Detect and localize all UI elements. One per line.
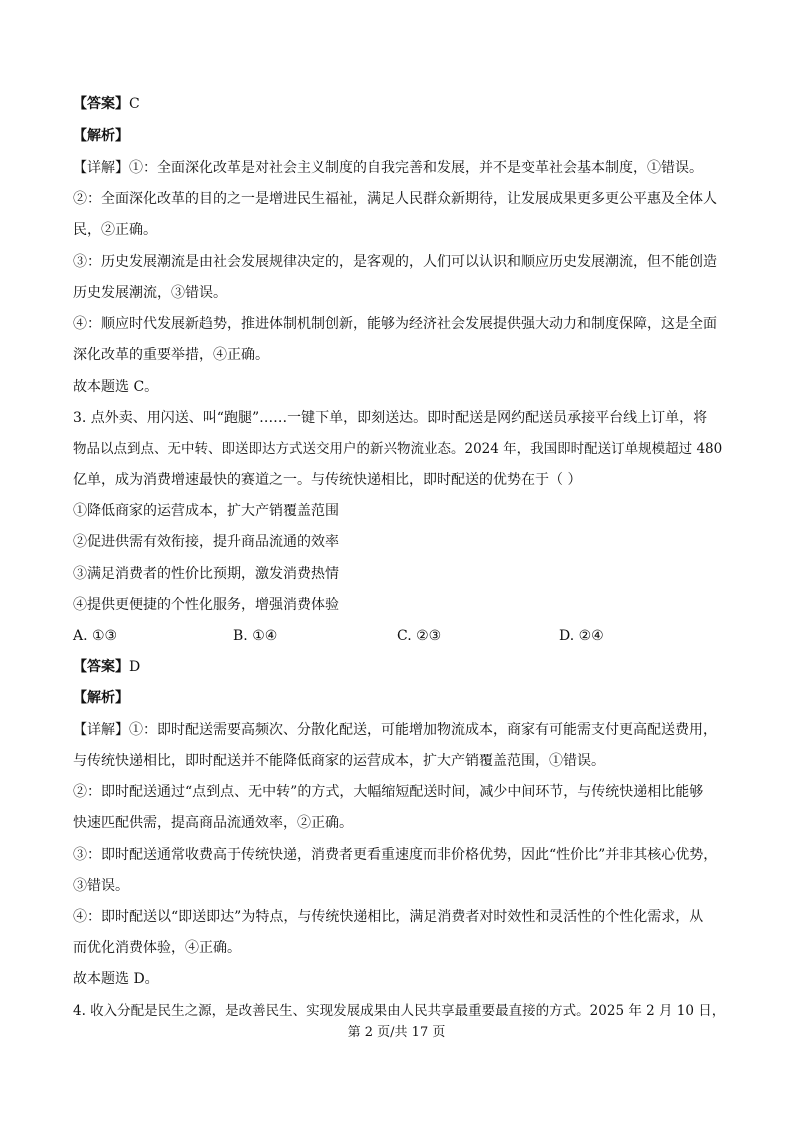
page-number: 第 2 页/共 17 页: [347, 1025, 446, 1040]
question-stem-line: 亿单，成为消费增速最快的赛道之一。与传统快递相比，即时配送的优势在于（ ）: [73, 472, 582, 488]
option-a: A. ①③: [73, 628, 118, 644]
question-stem-line: 3. 点外卖、用闪送、叫“跑腿”……一键下单，即刻送达。即时配送是网约配送员承接平台线上订单，将: [73, 410, 708, 426]
statement-item: ③满足消费者的性价比预期，激发消费热情: [73, 566, 339, 582]
answer-label: 【答案】: [73, 659, 129, 675]
conclusion-line: 故本题选 D。: [73, 971, 159, 987]
answer-line-q3: [73, 657, 140, 677]
answer-line-q2: [73, 94, 140, 114]
analysis-label-q3: 【解析】: [73, 690, 129, 706]
conclusion-line: 故本题选 C。: [73, 379, 159, 395]
answer-options: [73, 626, 733, 646]
detail-line: 【详解】①：全面深化改革是对社会主义制度的自我完善和发展，并不是变革社会基本制度，①错误。: [73, 160, 703, 176]
detail-line: ②：即时配送通过“点到点、无中转”的方式，大幅缩短配送时间，减少中间环节，与传统快递相比能够: [73, 784, 704, 800]
detail-line: 与传统快递相比，即时配送并不能降低商家的运营成本，扩大产销覆盖范围，①错误。: [73, 753, 605, 769]
option-d: D. ②④: [559, 628, 604, 644]
detail-line: ②：全面深化改革的目的之一是增进民生福祉，满足人民群众新期待，让发展成果更多更公平惠及全体人: [73, 191, 717, 207]
detail-line: ④：顺应时代发展新趋势，推进体制机制创新，能够为经济社会发展提供强大动力和制度保障，这是全面: [73, 316, 717, 332]
detail-line: 民，②正确。: [73, 222, 157, 238]
detail-line: 深化改革的重要举措，④正确。: [73, 347, 269, 363]
detail-line: ③错误。: [73, 878, 129, 894]
analysis-label-q2: 【解析】: [73, 128, 129, 144]
answer-label: 【答案】: [73, 96, 129, 112]
detail-line: 【详解】①：即时配送需要高频次、分散化配送，可能增加物流成本，商家有可能需支付更高配送费用，: [73, 722, 717, 738]
detail-line: ④：即时配送以“即送即达”为特点，与传统快递相比，满足消费者对时效性和灵活性的个性化需求，从: [73, 909, 704, 925]
detail-line: 历史发展潮流，③错误。: [73, 285, 227, 301]
question-stem-line: 物品以点到点、无中转、即送即达方式送交用户的新兴物流业态。2024 年，我国即时配送订单规模超过 480: [73, 441, 723, 457]
statement-item: ④提供更便捷的个性化服务，增强消费体验: [73, 597, 339, 613]
answer-value: C: [129, 96, 140, 112]
detail-line: 而优化消费体验，④正确。: [73, 940, 241, 956]
option-b: B. ①④: [233, 628, 278, 644]
answer-value: D: [129, 659, 141, 675]
question-stem-line: 4. 收入分配是民生之源，是改善民生、实现发展成果由人民共享最重要最直接的方式。2025 年 2 月 10 日，: [73, 1003, 726, 1019]
detail-line: ③：即时配送通常收费高于传统快递，消费者更看重速度而非价格优势，因此“性价比”并非其核心优势，: [73, 847, 718, 863]
detail-line: 快速匹配供需，提高商品流通效率，②正确。: [73, 815, 353, 831]
statement-item: ②促进供需有效衔接，提升商品流通的效率: [73, 534, 339, 550]
statement-item: ①降低商家的运营成本，扩大产销覆盖范围: [73, 503, 339, 519]
option-c: C. ②③: [397, 628, 442, 644]
detail-line: ③：历史发展潮流是由社会发展规律决定的，是客观的，人们可以认识和顺应历史发展潮流，但不能创造: [73, 254, 717, 270]
